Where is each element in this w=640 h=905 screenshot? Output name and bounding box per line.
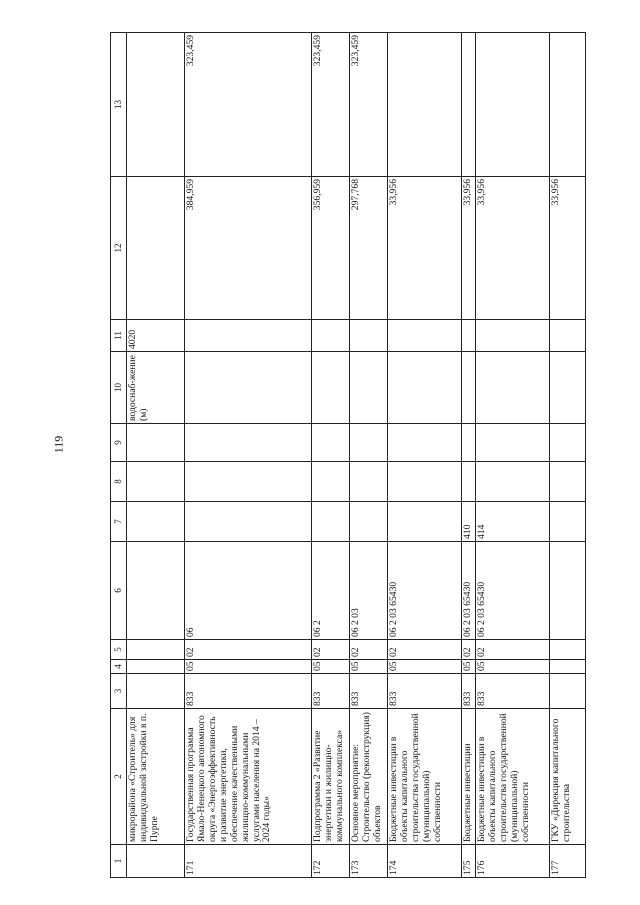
table-cell bbox=[475, 424, 549, 462]
table-cell: 173 bbox=[350, 845, 388, 878]
table-cell bbox=[388, 424, 462, 462]
column-header: 13 bbox=[111, 33, 127, 177]
table-cell: 02 bbox=[462, 640, 476, 660]
table-cell: 05 bbox=[350, 660, 388, 674]
table-row bbox=[350, 33, 388, 878]
table-cell bbox=[185, 320, 312, 352]
table-row bbox=[462, 33, 476, 878]
page-number: 119 bbox=[51, 435, 66, 454]
table-cell: Государственная программа Ямало-Ненецкого автономного округа «Энергоэффективность и развитие энергетики, обеспечение качественными жилищно-коммунальными услугами населения на 2014 – 2024 годы» bbox=[185, 709, 312, 845]
table-cell: ГКУ «Дирекция капитального строительства bbox=[549, 709, 585, 845]
table-cell: 833 bbox=[475, 674, 549, 709]
table-row bbox=[388, 33, 462, 878]
table-cell bbox=[549, 320, 585, 352]
column-header: 9 bbox=[111, 424, 127, 462]
budget-table bbox=[110, 32, 586, 878]
table-cell: Бюджетные инвестиции в объекты капитального строительства государственной (муниципальной) собственности bbox=[475, 709, 549, 845]
table-cell: Основное мероприятие: Строительство (реконструкция) объектов bbox=[350, 709, 388, 845]
column-header: 2 bbox=[111, 709, 127, 845]
table-cell bbox=[127, 33, 185, 177]
table-row bbox=[127, 33, 185, 878]
table-cell: 06 2 03 65430 bbox=[462, 542, 476, 640]
table-cell bbox=[462, 352, 476, 424]
table-cell: 05 bbox=[312, 660, 350, 674]
table-cell: 33,956 bbox=[475, 177, 549, 320]
table-cell: 05 bbox=[388, 660, 462, 674]
table-cell: 33,956 bbox=[462, 177, 476, 320]
table-cell: 02 bbox=[388, 640, 462, 660]
table-cell bbox=[388, 462, 462, 502]
table-cell: 06 2 03 bbox=[350, 542, 388, 640]
table-cell: 05 bbox=[462, 660, 476, 674]
table-cell bbox=[549, 424, 585, 462]
table-cell bbox=[549, 33, 585, 177]
table-cell bbox=[549, 462, 585, 502]
table-cell bbox=[549, 660, 585, 674]
table-cell bbox=[350, 352, 388, 424]
table-cell: 175 bbox=[462, 845, 476, 878]
table-cell: 02 bbox=[312, 640, 350, 660]
table-cell bbox=[350, 502, 388, 542]
table-cell: 833 bbox=[185, 674, 312, 709]
column-header: 10 bbox=[111, 352, 127, 424]
column-header: 7 bbox=[111, 502, 127, 542]
table-cell: водоснаб-жение (м) bbox=[127, 352, 185, 424]
table-cell: 414 bbox=[475, 502, 549, 542]
table-cell bbox=[312, 502, 350, 542]
table-cell bbox=[312, 320, 350, 352]
table-cell: Бюджетные инвестиции в объекты капитального строительства государственной (муниципальной) собственности bbox=[388, 709, 462, 845]
table-cell bbox=[185, 462, 312, 502]
table-cell bbox=[462, 33, 476, 177]
table-cell: микрорайона «Строитель» для индивидуальной застройки в п. Пурпе bbox=[127, 709, 185, 845]
table-row bbox=[185, 33, 312, 878]
table-cell: 33,956 bbox=[388, 177, 462, 320]
table-cell bbox=[127, 674, 185, 709]
table-cell: 172 bbox=[312, 845, 350, 878]
table-cell: 323,459 bbox=[312, 33, 350, 177]
column-header: 1 bbox=[111, 845, 127, 878]
table-cell bbox=[388, 33, 462, 177]
table-cell: 05 bbox=[475, 660, 549, 674]
column-header: 3 bbox=[111, 674, 127, 709]
table-cell bbox=[350, 462, 388, 502]
table-cell bbox=[475, 33, 549, 177]
table-cell bbox=[127, 462, 185, 502]
table-cell bbox=[549, 352, 585, 424]
header-row bbox=[111, 33, 127, 878]
table-cell: 06 bbox=[185, 542, 312, 640]
table-cell: 02 bbox=[475, 640, 549, 660]
table-row bbox=[475, 33, 549, 878]
table-cell: 833 bbox=[312, 674, 350, 709]
table-cell: 02 bbox=[350, 640, 388, 660]
table-cell: 833 bbox=[462, 674, 476, 709]
table-cell: 05 bbox=[185, 660, 312, 674]
table-cell: Подпрограмма 2 «Развитие энергетики и жилищно-коммунального комплекса» bbox=[312, 709, 350, 845]
column-header: 12 bbox=[111, 177, 127, 320]
table-cell bbox=[549, 674, 585, 709]
table-cell bbox=[312, 424, 350, 462]
table-viewport bbox=[110, 33, 572, 878]
table-cell: 174 bbox=[388, 845, 462, 878]
table-cell bbox=[127, 542, 185, 640]
table-cell bbox=[127, 845, 185, 878]
table-cell bbox=[462, 424, 476, 462]
table-cell: 02 bbox=[185, 640, 312, 660]
table-cell bbox=[549, 640, 585, 660]
table-cell: 297,768 bbox=[350, 177, 388, 320]
column-header: 4 bbox=[111, 660, 127, 674]
table-cell: 177 bbox=[549, 845, 585, 878]
table-cell bbox=[475, 462, 549, 502]
table-cell bbox=[127, 502, 185, 542]
table-cell bbox=[388, 352, 462, 424]
table-row bbox=[549, 33, 585, 878]
table-cell bbox=[388, 320, 462, 352]
table-cell bbox=[185, 352, 312, 424]
column-header: 8 bbox=[111, 462, 127, 502]
table-cell: 356,959 bbox=[312, 177, 350, 320]
table-cell: 06 2 03 65430 bbox=[475, 542, 549, 640]
table-cell: 06 2 03 65430 bbox=[388, 542, 462, 640]
table-cell: 171 bbox=[185, 845, 312, 878]
table-cell bbox=[462, 462, 476, 502]
table-body bbox=[127, 33, 586, 878]
table-cell: 176 bbox=[475, 845, 549, 878]
table-cell bbox=[350, 424, 388, 462]
table-cell bbox=[350, 320, 388, 352]
table-cell: 833 bbox=[388, 674, 462, 709]
table-cell bbox=[475, 352, 549, 424]
table-cell: 33,956 bbox=[549, 177, 585, 320]
table-cell: 410 bbox=[462, 502, 476, 542]
table-cell bbox=[185, 502, 312, 542]
table-cell bbox=[127, 660, 185, 674]
table-cell bbox=[475, 320, 549, 352]
table-cell: 323,459 bbox=[350, 33, 388, 177]
column-header: 11 bbox=[111, 320, 127, 352]
budget-table-rotated bbox=[110, 33, 572, 878]
table-cell bbox=[127, 424, 185, 462]
table-cell: 06 2 bbox=[312, 542, 350, 640]
table-cell: 384,959 bbox=[185, 177, 312, 320]
table-cell bbox=[185, 424, 312, 462]
table-cell: 4020 bbox=[127, 320, 185, 352]
table-cell bbox=[127, 177, 185, 320]
column-header: 5 bbox=[111, 640, 127, 660]
table-cell bbox=[549, 542, 585, 640]
table-cell: Бюджетные инвестиции bbox=[462, 709, 476, 845]
table-row bbox=[312, 33, 350, 878]
table-cell bbox=[312, 462, 350, 502]
table-cell bbox=[462, 320, 476, 352]
table-cell bbox=[388, 502, 462, 542]
table-cell bbox=[312, 352, 350, 424]
table-cell bbox=[549, 502, 585, 542]
table-cell: 323,459 bbox=[185, 33, 312, 177]
table-cell bbox=[127, 640, 185, 660]
column-header: 6 bbox=[111, 542, 127, 640]
table-cell: 833 bbox=[350, 674, 388, 709]
